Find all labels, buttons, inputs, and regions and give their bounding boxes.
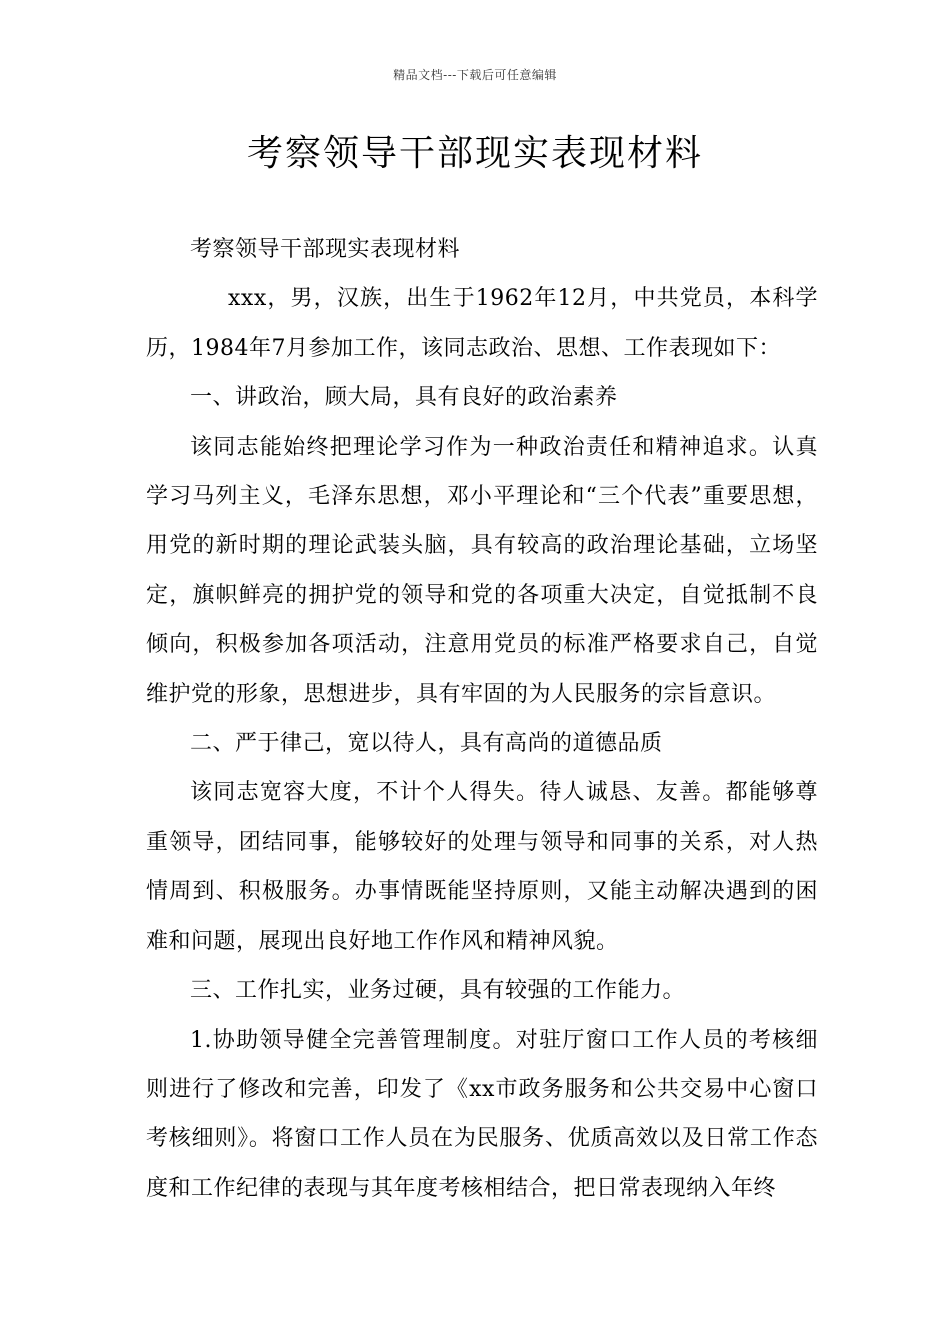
section-heading-1: 一、讲政治，顾大局，具有良好的政治素养 [190, 385, 618, 411]
header-note: 精品文档---下载后可任意编辑 [393, 68, 557, 82]
section-heading-3: 三、工作扎实，业务过硬，具有较强的工作能力。 [190, 978, 686, 1004]
section-heading-2: 二、严于律己，宽以待人，具有高尚的道德品质 [190, 731, 663, 757]
paragraph-section-3-item-1: 1.协助领导健全完善管理制度。对驻厅窗口工作人员的考核细则进行了修改和完善，印发了《xx市政务服务和公共交易中心窗口考核细则》。将窗口工作人员在为民服务、优质高效以及日常工作态度和工作纪律的表现与其年度考核相结合，把日常表现纳入年终 [146, 1027, 818, 1201]
paragraph-section-2: 该同志宽容大度，不计个人得失。待人诚恳、友善。都能够尊重领导，团结同事，能够较好的处理与领导和同事的关系，对人热情周到、积极服务。办事情既能坚持原则，又能主动解决遇到的困难和问题，展现出良好地工作作风和精神风貌。 [146, 780, 818, 954]
paragraph-subtitle: 考察领导干部现实表现材料 [190, 237, 461, 262]
paragraph-profile: xxx，男，汉族，出生于1962年12月，中共党员，本科学历，1984年7月参加工作，该同志政治、思想、工作表现如下： [146, 286, 818, 361]
document-body [146, 225, 818, 1213]
paragraph-section-1: 该同志能始终把理论学习作为一种政治责任和精神追求。认真学习马列主义，毛泽东思想，邓小平理论和“三个代表”重要思想，用党的新时期的理论武装头脑，具有较高的政治理论基础，立场坚定，旗帜鲜亮的拥护党的领导和党的各项重大决定，自觉抵制不良倾向，积极参加各项活动，注意用党员的标准严格要求自己，自觉维护党的形象，思想进步，具有牢固的为人民服务的宗旨意识。 [146, 434, 818, 707]
document-title: 考察领导干部现实表现材料 [246, 133, 703, 174]
